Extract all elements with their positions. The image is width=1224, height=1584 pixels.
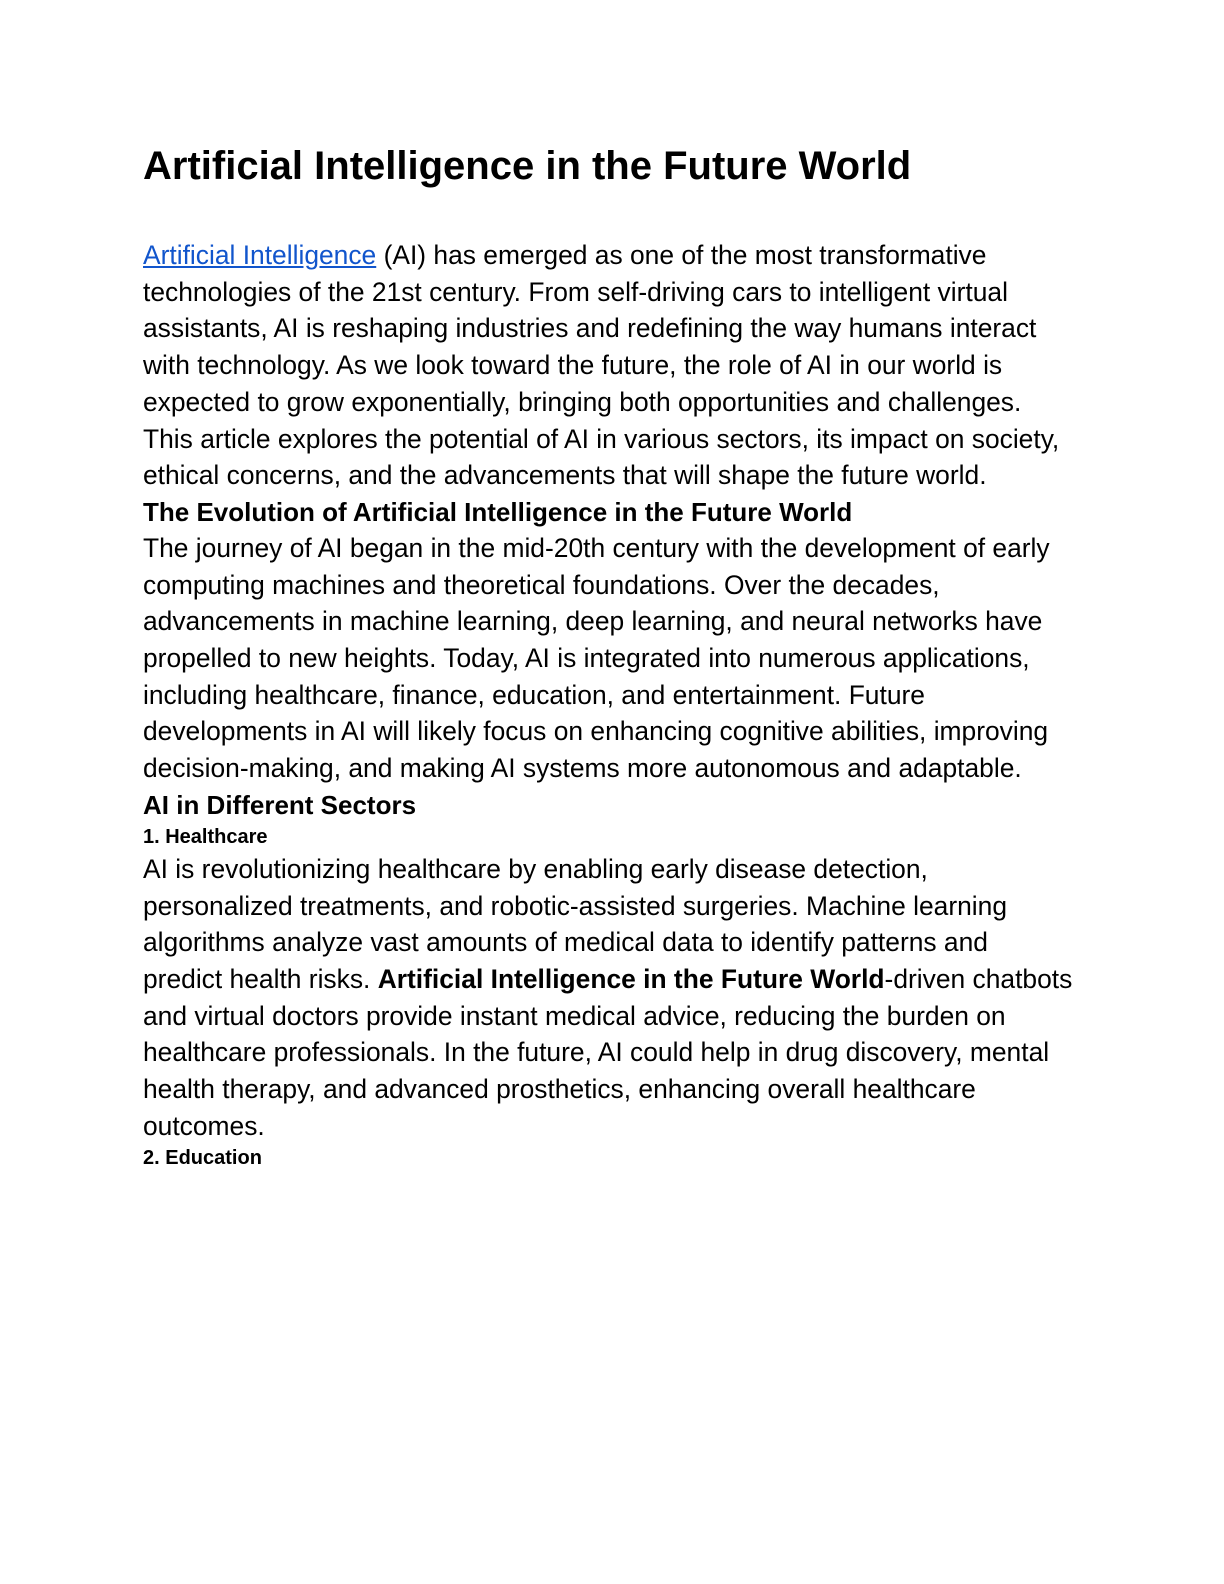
document-page xyxy=(143,138,1073,1172)
document-title: Artificial Intelligence in the Future World xyxy=(143,144,912,188)
healthcare-bold-phrase: Artificial Intelligence in the Future World xyxy=(377,963,885,994)
intro-paragraph xyxy=(143,237,1073,494)
healthcare-text-after: -driven chatbots and virtual doctors provide instant medical advice, reducing the burden on healthcare professionals. In the future, AI could help in drug discovery, mental health therapy, and advanced prosthetics, enhancing overall healthcare outcomes. xyxy=(143,963,1073,1141)
healthcare-heading: 1. Healthcare xyxy=(143,825,268,848)
evolution-paragraph: The journey of AI began in the mid-20th century with the development of early computing machines and theoretical foundations. Over the decades, advancements in machine learning, deep learning, and neural networks have propelled to new heights. Today, AI is integrated into numerous applications, including healthcare, finance, education, and entertainment. Future developments in AI will likely focus on enhancing cognitive abilities, improving decision-making, and making AI systems more autonomous and adaptable. xyxy=(143,532,1050,784)
healthcare-text-before: AI is revolutionizing healthcare by enabling early disease detection, personalized treatments, and robotic-assisted surgeries. Machine learning algorithms analyze vast amounts of medical data to identify patterns and predict health risks. xyxy=(143,853,1008,994)
education-heading: 2. Education xyxy=(143,1147,262,1170)
sectors-heading: AI in Different Sectors xyxy=(143,789,417,820)
evolution-heading: The Evolution of Artificial Intelligence in the Future World xyxy=(143,496,853,527)
ai-link[interactable]: Artificial Intelligence xyxy=(143,240,377,270)
intro-text: (AI) has emerged as one of the most transformative technologies of the 21st century. From self-driving cars to intelligent virtual assistants, AI is reshaping industries and redefining the way humans interact with technology. As we look toward the future, the role of AI in our world is expected to grow exponentially, bringing both opportunities and challenges. This article explores the potential of AI in various sectors, its impact on society, ethical concerns, and the advancements that will shape the future world. xyxy=(143,240,1060,491)
healthcare-paragraph xyxy=(143,851,1073,1145)
